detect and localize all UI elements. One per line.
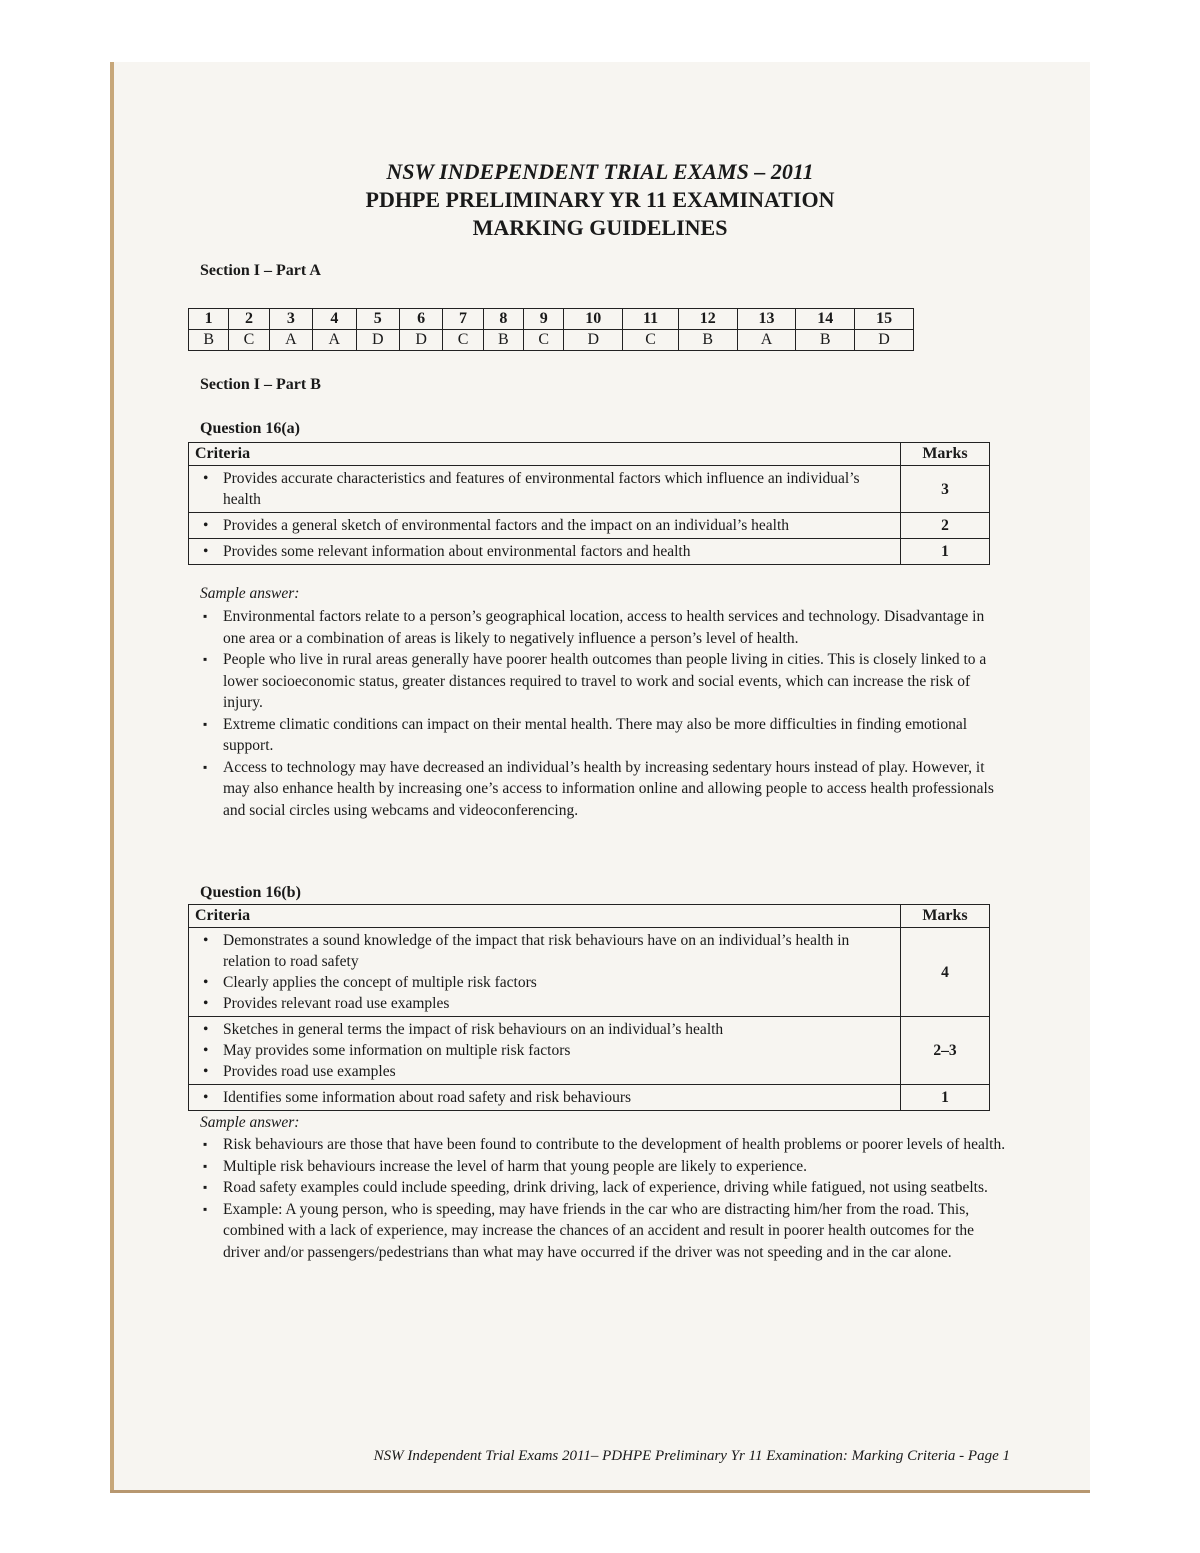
marks-cell: 1 — [901, 539, 990, 565]
marks-cell: 4 — [901, 928, 990, 1017]
sample-answer-point: ▪ Environmental factors relate to a person’s geographical location, access to health services and technology. Disadvantage in one area or a combination of areas is likely to negatively influence a person’s level of health. — [200, 606, 1008, 649]
sample-answer-point: ▪ People who live in rural areas generally have poorer health outcomes than people living in cities. This is closely linked to a lower socioeconomic status, greater distances required to travel to work and social events, which can increase the risk of injury. — [200, 649, 1008, 714]
criteria-item: • May provides some information on multiple risk factors — [195, 1040, 894, 1061]
answer-cell: B — [678, 330, 737, 351]
criteria-item: • Sketches in general terms the impact of risk behaviours on an individual’s health — [195, 1019, 894, 1040]
document-title: MARKING GUIDELINES — [472, 215, 728, 240]
question-number-cell: 14 — [796, 309, 855, 330]
sample-answer-label-16b: Sample answer: — [200, 1114, 300, 1131]
answer-cell: D — [564, 330, 623, 351]
answer-cell: C — [524, 330, 564, 351]
question-number-cell: 9 — [524, 309, 564, 330]
criteria-item: • Provides road use examples — [195, 1061, 894, 1082]
marks-cell: 3 — [901, 466, 990, 513]
answer-cell: B — [189, 330, 229, 351]
criteria-cell — [189, 513, 901, 539]
criteria-item: • Provides accurate characteristics and features of environmental factors which influence an individual’s health — [195, 468, 894, 510]
exam-title: NSW INDEPENDENT TRIAL EXAMS – 2011 — [386, 159, 814, 184]
criteria-header: Criteria — [189, 905, 901, 928]
question-number-cell: 10 — [564, 309, 623, 330]
sample-answer-point: ▪ Example: A young person, who is speeding, may have friends in the car who are distracting him/her from the road. This, combined with a lack of experience, may increase the chances of an accident and result in poorer health outcomes for the driver and/or passengers/pedestrians than what may have occurred if the driver was not speeding and in the car alone. — [200, 1199, 1008, 1264]
criteria-row — [189, 539, 990, 565]
criteria-row — [189, 466, 990, 513]
sample-answer-point: ▪ Access to technology may have decreased an individual’s health by increasing sedentary hours instead of play. However, it may also enhance health by increasing one’s access to information online and allowing people to access health professionals and social circles using webcams and videoconferencing. — [200, 757, 1008, 822]
sample-answer-16a — [200, 606, 1008, 821]
sample-answer-point: ▪ Road safety examples could include speeding, drink driving, lack of experience, driving while fatigued, not using seatbelts. — [200, 1177, 1008, 1199]
criteria-cell — [189, 539, 901, 565]
sample-answer-label-16a: Sample answer: — [200, 585, 300, 602]
criteria-row — [189, 513, 990, 539]
answer-cell: B — [796, 330, 855, 351]
question-number-cell: 3 — [269, 309, 312, 330]
criteria-cell — [189, 1085, 901, 1111]
answer-cell: B — [483, 330, 523, 351]
answer-cell: A — [313, 330, 356, 351]
criteria-header: Criteria — [189, 443, 901, 466]
marks-header: Marks — [901, 905, 990, 928]
question-number-cell: 8 — [483, 309, 523, 330]
question-number-cell: 2 — [229, 309, 269, 330]
criteria-row — [189, 928, 990, 1017]
answer-cell: C — [623, 330, 679, 351]
question-number-cell: 7 — [443, 309, 483, 330]
marks-cell: 2–3 — [901, 1017, 990, 1085]
answer-cell: D — [356, 330, 399, 351]
criteria-item: • Provides some relevant information about environmental factors and health — [195, 541, 894, 562]
section-heading-part-a: Section I – Part A — [200, 262, 321, 279]
criteria-header-row — [189, 443, 990, 466]
answer-cell: D — [855, 330, 914, 351]
answer-key-table — [188, 308, 914, 351]
criteria-cell — [189, 466, 901, 513]
criteria-table-16a — [188, 442, 990, 565]
question-number-cell: 15 — [855, 309, 914, 330]
question-16b-title: Question 16(b) — [200, 884, 301, 901]
answer-cell: C — [229, 330, 269, 351]
answer-row — [189, 330, 914, 351]
answer-cell: D — [399, 330, 442, 351]
question-number-cell: 6 — [399, 309, 442, 330]
criteria-item: • Provides a general sketch of environmental factors and the impact on an individual’s health — [195, 515, 894, 536]
criteria-cell — [189, 1017, 901, 1085]
criteria-cell — [189, 928, 901, 1017]
question-number-cell: 12 — [678, 309, 737, 330]
marks-cell: 2 — [901, 513, 990, 539]
answer-cell: C — [443, 330, 483, 351]
answer-cell: A — [269, 330, 312, 351]
marks-cell: 1 — [901, 1085, 990, 1111]
question-number-row — [189, 309, 914, 330]
sample-answer-point: ▪ Multiple risk behaviours increase the level of harm that young people are likely to experience. — [200, 1156, 1008, 1178]
answer-cell: A — [737, 330, 796, 351]
question-number-cell: 4 — [313, 309, 356, 330]
question-number-cell: 1 — [189, 309, 229, 330]
criteria-item: • Demonstrates a sound knowledge of the impact that risk behaviours have on an individual’s health in relation to road safety — [195, 930, 894, 972]
question-number-cell: 13 — [737, 309, 796, 330]
criteria-item: • Identifies some information about road safety and risk behaviours — [195, 1087, 894, 1108]
page-footer: NSW Independent Trial Exams 2011– PDHPE Preliminary Yr 11 Examination: Marking Criteria - Page 1 — [373, 1448, 1010, 1464]
sample-answer-16b — [200, 1134, 1008, 1263]
criteria-item: • Clearly applies the concept of multiple risk factors — [195, 972, 894, 993]
question-number-cell: 5 — [356, 309, 399, 330]
exam-subtitle: PDHPE PRELIMINARY YR 11 EXAMINATION — [365, 187, 835, 212]
sample-answer-point: ▪ Risk behaviours are those that have been found to contribute to the development of health problems or poorer levels of health. — [200, 1134, 1008, 1156]
sample-answer-point: ▪ Extreme climatic conditions can impact on their mental health. There may also be more difficulties in finding emotional support. — [200, 714, 1008, 757]
criteria-row — [189, 1085, 990, 1111]
criteria-item: • Provides relevant road use examples — [195, 993, 894, 1014]
criteria-table-16b — [188, 904, 990, 1111]
question-number-cell: 11 — [623, 309, 679, 330]
section-heading-part-b: Section I – Part B — [200, 376, 321, 393]
criteria-header-row — [189, 905, 990, 928]
marks-header: Marks — [901, 443, 990, 466]
question-16a-title: Question 16(a) — [200, 420, 300, 437]
criteria-row — [189, 1017, 990, 1085]
